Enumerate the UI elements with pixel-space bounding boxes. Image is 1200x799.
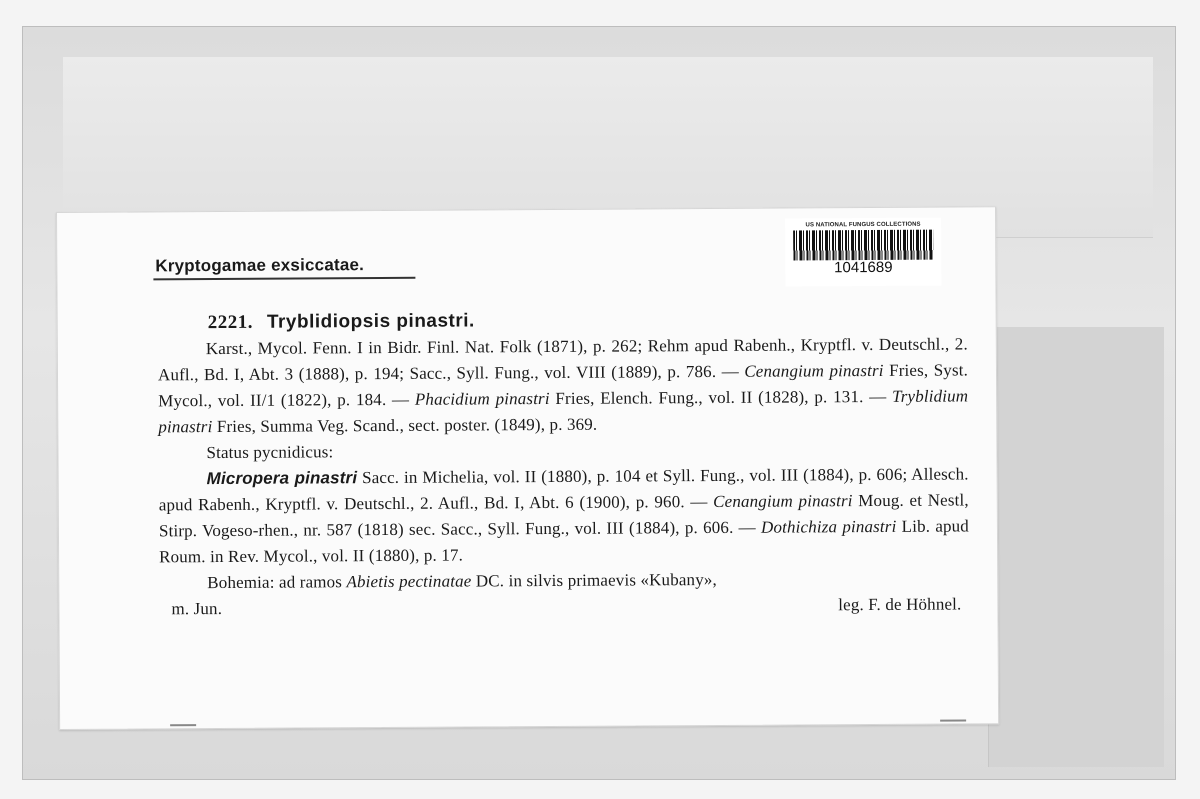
mount-mark xyxy=(170,724,196,726)
taxon-heading xyxy=(208,310,475,334)
barcode-number: 1041689 xyxy=(834,258,893,277)
envelope-side-panel xyxy=(988,327,1164,767)
barcode-bars xyxy=(793,230,933,261)
status-paragraph: Micropera pinastri Sacc. in Michelia, vol. II (1880), p. 104 et Syll. Fung., vol. III (1884), p. 606; Allesch. apud Rabenh., Kryptfl. v. Deutschl., 2. Aufl., Bd. I, Abt. 6 (1900), p. 960. — Cenangium pinastri Moug. et Nestl, Stirp. Vogeso-rhen., nr. 587 (1818) sec. Sacc., Syll. Fung., vol. III (1884), p. 606. — Dothichiza pinastri Lib. apud Roum. in Rev. Mycol., vol. II (1880), p. 17. xyxy=(158,464,969,567)
mount-mark xyxy=(940,719,966,721)
synonym-name: Dothichiza pinastri xyxy=(760,516,897,537)
barcode-institution: US NATIONAL FUNGUS COLLECTIONS xyxy=(805,221,921,229)
series-underline xyxy=(153,277,415,281)
collection-date: m. Jun. xyxy=(171,598,223,619)
taxon-name: Tryblidiopsis pinastri. xyxy=(266,310,475,333)
label-body xyxy=(158,331,970,622)
collector: leg. F. de Höhnel. xyxy=(838,594,962,615)
exsiccata-number: 2221. xyxy=(207,311,253,334)
specimen-label xyxy=(56,206,999,730)
date-collector-row xyxy=(159,591,969,622)
locality-line: Bohemia: ad ramos Abietis pectinatae DC. in silvis primaevis «Kubany», xyxy=(207,569,717,593)
host-name: Abietis pectinatae xyxy=(346,571,472,592)
series-title: Kryptogamae exsiccatae. xyxy=(155,255,365,276)
synonym-name: Tryblidium pinastri xyxy=(158,386,969,437)
synonym-name: Phacidium pinastri xyxy=(414,388,550,409)
synonym-name: Cenangium pinastri xyxy=(744,360,884,381)
locality-region: Bohemia: xyxy=(207,572,275,593)
anamorph-name: Micropera pinastri xyxy=(206,468,358,489)
barcode-sticker xyxy=(785,218,941,287)
synonymy-paragraph: Karst., Mycol. Fenn. I in Bidr. Finl. Nat. Folk (1871), p. 262; Rehm apud Rabenh., Kryptfl. v. Deutschl., 2. Aufl., Bd. I, Abt. 3 (1888), p. 194; Sacc., Syll. Fung., vol. VIII (1889), p. 786. — Cenangium pinastri Fries, Syst. Mycol., vol. II/1 (1822), p. 184. — Phacidium pinastri Fries, Elench. Fung., vol. II (1828), p. 131. — Tryblidium pinastri Fries, Summa Veg. Scand., sect. poster. (1849), p. 369. xyxy=(157,334,969,437)
synonym-name: Cenangium pinastri xyxy=(713,491,853,511)
status-heading: Status pycnidicus: xyxy=(206,442,334,463)
